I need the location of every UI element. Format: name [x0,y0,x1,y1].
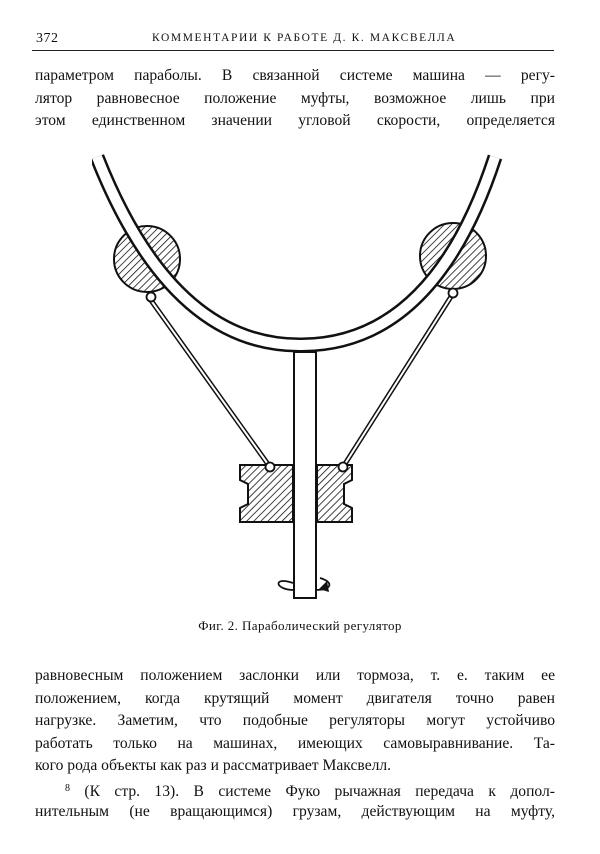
text-line: работать только на машинах, имеющих самовыравнивание. Та- [35,734,555,752]
top-paragraph [35,65,555,133]
text-line: параметром параболы. В связанной системе машина — регу- [35,67,555,84]
text-line: кого рода объекты как раз и рассматривает Максвелл. [35,757,392,774]
parabolic-governor-figure [92,152,512,612]
text-line: нагрузке. Заметим, что подобные регуляторы могут устойчиво [35,712,555,729]
pivot-icon [449,289,458,298]
page-header [32,28,554,51]
text-line: равновесным положением заслонки или тормоза, т. е. таким ее [35,667,555,684]
running-title: КОММЕНТАРИИ К РАБОТЕ Д. К. МАКСВЕЛЛА [152,32,457,44]
text-line: положением, когда крутящий момент двигателя точно равен [35,689,555,707]
text-line: лятор равновесное положение муфты, возможное лишь при [35,89,555,107]
pivot-icon [339,463,348,472]
footnote [35,778,555,823]
figure-caption: Фиг. 2. Параболический регулятор [198,618,402,633]
footnote-line [35,778,555,801]
bottom-paragraph [35,665,555,778]
footnote-text: (К стр. 13). В системе Фуко рычажная передача к допол- [70,783,555,800]
page-number: 372 [36,31,59,46]
text-line: этом единственном значении угловой скорости, определяется [35,112,555,129]
shaft-icon [294,352,316,598]
footnote-marker: 8 [65,783,70,794]
pivot-icon [266,463,275,472]
pivot-icon [147,293,156,302]
footnote-line: нительным (не вращающимся) грузам, действующим на муфту, [35,802,555,820]
